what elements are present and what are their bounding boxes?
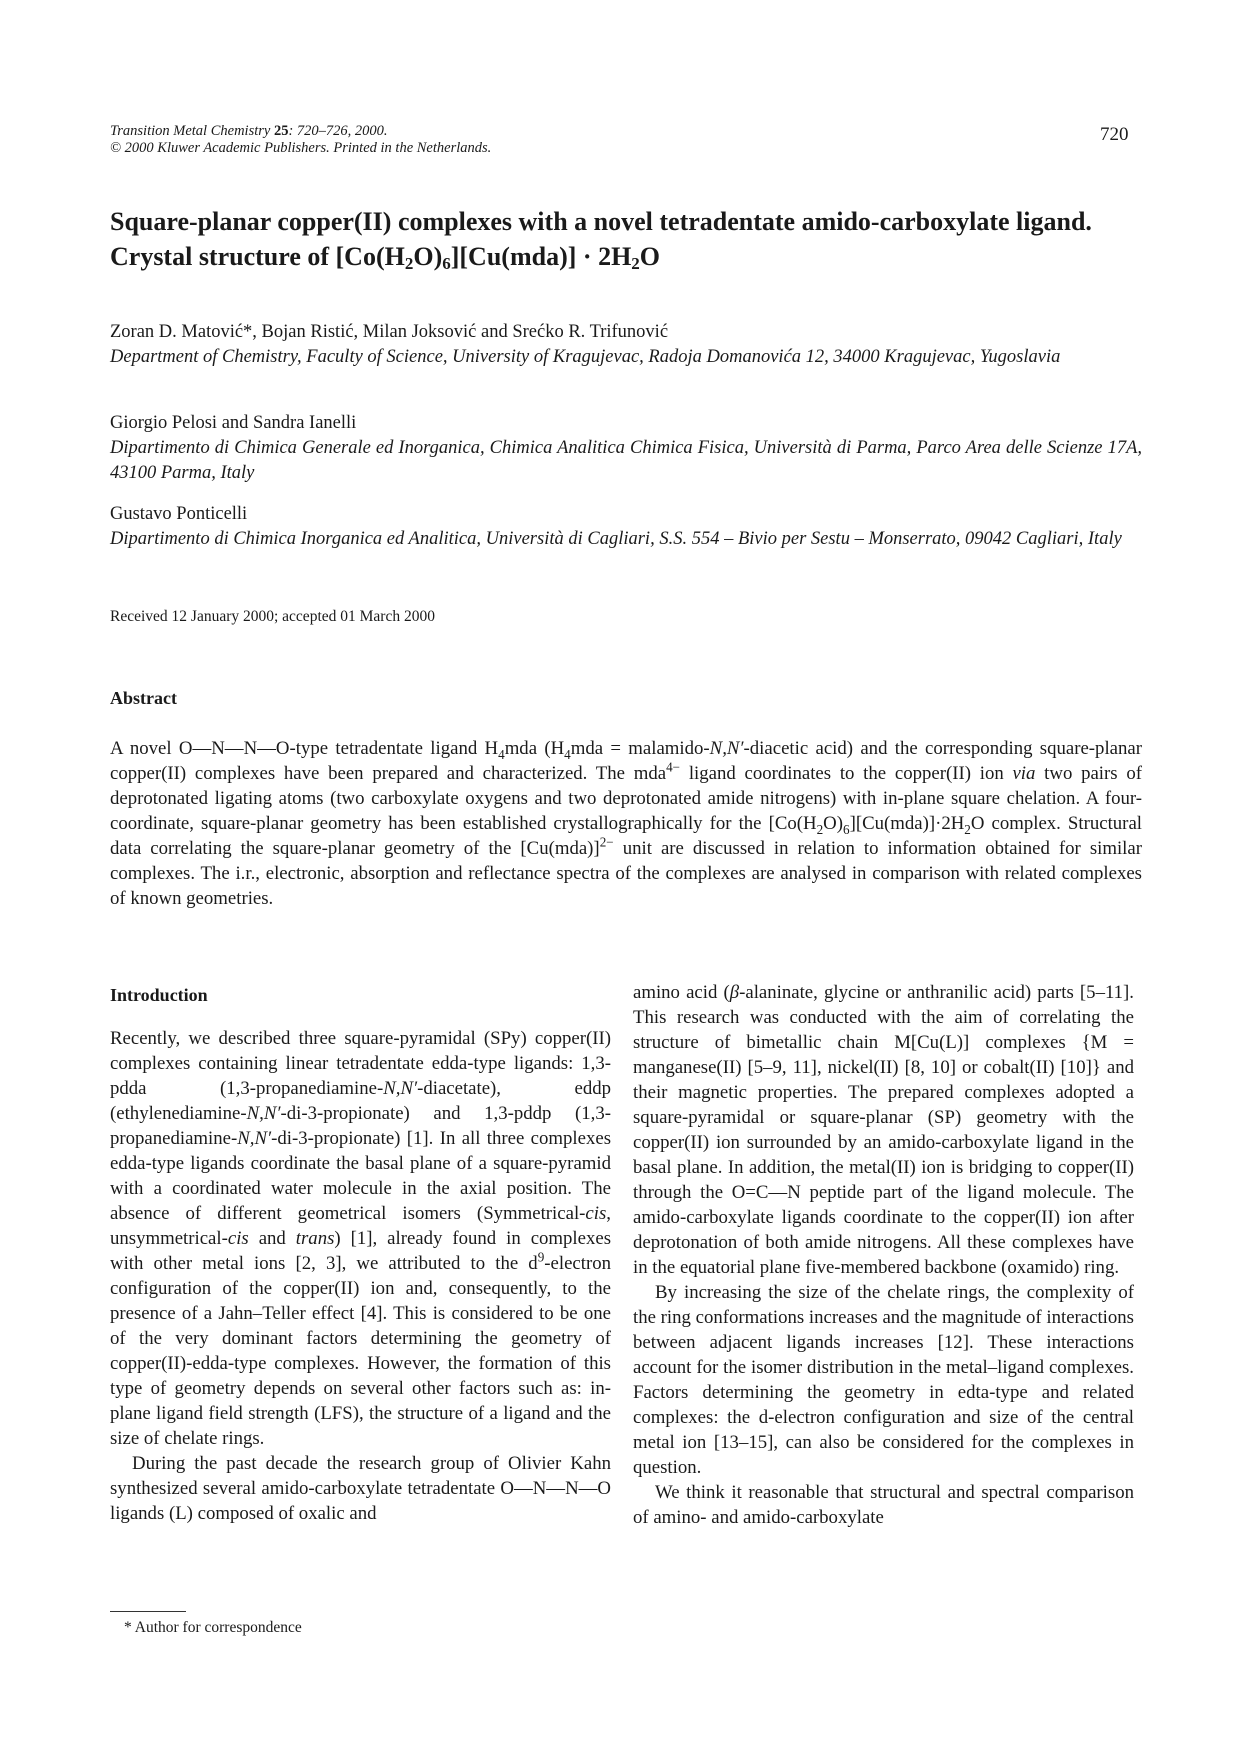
author-names: Gustavo Ponticelli [110,504,248,524]
copyright-line: © 2000 Kluwer Academic Publishers. Printed in the Netherlands. [110,140,492,156]
left-column [110,1026,611,1526]
author-group-3 [110,502,1142,552]
intro-paragraph-5: We think it reasonable that structural and spectral comparison of amino- and amido-carboxylate [633,1482,1134,1528]
abstract-text: A novel O—N—N—O-type tetradentate ligand $H_4mda$ ($H_4mda$ = malamido-N,N′-diacetic acid) and the corresponding square-planar copper(II) complexes have been prepared and characterized. The mda$^{4-}$ ligand coordinates to the copper(II) ion via two pairs of deprotonated ligating atoms (two carboxylate oxygens and two deprotonated amide nitrogens) with in-plane square chelation. A four-coordinate, square-planar geometry has been established crystallographically for the $[Co(H_2O)_6][Cu(mda)]\cdot 2H_2O$ complex. Structural data correlating the square-planar geometry of the $[Cu(mda)]^{2-}$ unit are discussed in relation to information obtained for similar complexes. The i.r., electronic, absorption and reflectance spectra of the complexes are analysed in comparison with related complexes of known geometries. [110,738,1142,909]
author-group-1 [110,320,1142,370]
footnote: * Author for correspondence [124,1619,302,1636]
intro-paragraph-2: During the past decade the research group of Olivier Kahn synthesized several amido-carboxylate tetradentate O—N—N—O ligands (L) composed of oxalic and [110,1453,611,1524]
intro-paragraph-1: Recently, we described three square-pyramidal (SPy) copper(II) complexes containing linear tetradentate edda-type ligands: 1,3-pdda (1,3-propanediamine-N,N′-diacetate), eddp (ethylenediamine-N,N′-di-3-propionate) and 1,3-pddp (1,3-propanediamine-N,N′-di-3-propionate) [1]. In all three complexes edda-type ligands coordinate the basal plane of a square-pyramid with a coordinated water molecule in the axial position. The absence of different geometrical isomers (Symmetrical-cis, unsymmetrical-cis and trans) [1], already found in complexes with other metal ions [2, 3], we attributed to the $d^9$-electron configuration of the copper(II) ion and, consequently, to the presence of a Jahn–Teller effect [4]. This is considered to be one of the very dominant factors determining the geometry of copper(II)-edda-type complexes. However, the formation of this type of geometry depends on several other factors such as: in-plane ligand field strength (LFS), the structure of a ligand and the size of chelate rings. [110,1028,612,1449]
journal-volume: 25 [273,123,289,139]
intro-paragraph-4: By increasing the size of the chelate rings, the complexity of the ring conformations increases and the magnitude of interactions between adjacent ligands increases [12]. These interactions account for the isomer distribution in the metal–ligand complexes. Factors determining the geometry in edta-type and related complexes: the d-electron configuration and size of the central metal ion [13–15], can also be considered for the complexes in question. [633,1282,1134,1478]
affiliation: Dipartimento di Chimica Generale ed Inorganica, Chimica Analitica Chimica Fisica, Università di Parma, Parco Area delle Scienze 17A, 43100 Parma, Italy [110,438,1142,483]
page-number: 720 [1100,124,1129,145]
footnote-rule [110,1611,186,1612]
journal-name: Transition Metal Chemistry [110,123,271,139]
paper-title: Square-planar copper(II) complexes with a novel tetradentate amido-carboxylate ligand. Crystal structure of $[Co(H_2O)_6][Cu(mda)] \cdot 2H_2O$ [110,207,1092,273]
introduction-heading: Introduction [110,985,208,1005]
journal-pages: : 720–726, 2000. [288,123,388,139]
affiliation: Department of Chemistry, Faculty of Science, University of Kragujevac, Radoja Domanovića 12, 34000 Kragujevac, Yugoslavia [110,347,1061,367]
abstract-heading: Abstract [110,688,177,708]
intro-paragraph-3: amino acid (β-alaninate, glycine or anthranilic acid) parts [5–11]. This research was conducted with the aim of correlating the structure of bimetallic chain M[Cu(L)] complexes {M = manganese(II) [5–9, 11], nickel(II) [8, 10] or cobalt(II) [10]} and their magnetic properties. The prepared complexes adopted a square-pyramidal or square-planar (SP) geometry with the copper(II) ion surrounded by an amido-carboxylate ligand in the basal plane. In addition, the metal(II) ion is bridging to copper(II) through the O=C—N peptide part of the ligand molecule. The amido-carboxylate ligands coordinate to the copper(II) ion after deprotonation of both amide nitrogens. All these complexes have in the equatorial plane five-membered backbone (oxamido) ring. [633,982,1134,1278]
author-names: Giorgio Pelosi and Sandra Ianelli [110,413,357,433]
author-group-2 [110,411,1142,486]
author-names: Zoran D. Matović*, Bojan Ristić, Milan Joksović and Srećko R. Trifunović [110,322,669,342]
affiliation: Dipartimento di Chimica Inorganica ed Analitica, Università di Cagliari, S.S. 554 – Bivio per Sestu – Monserrato, 09042 Cagliari, Italy [110,529,1122,549]
received-dates: Received 12 January 2000; accepted 01 March 2000 [110,608,435,625]
right-column [633,980,1134,1530]
journal-citation [110,123,491,157]
